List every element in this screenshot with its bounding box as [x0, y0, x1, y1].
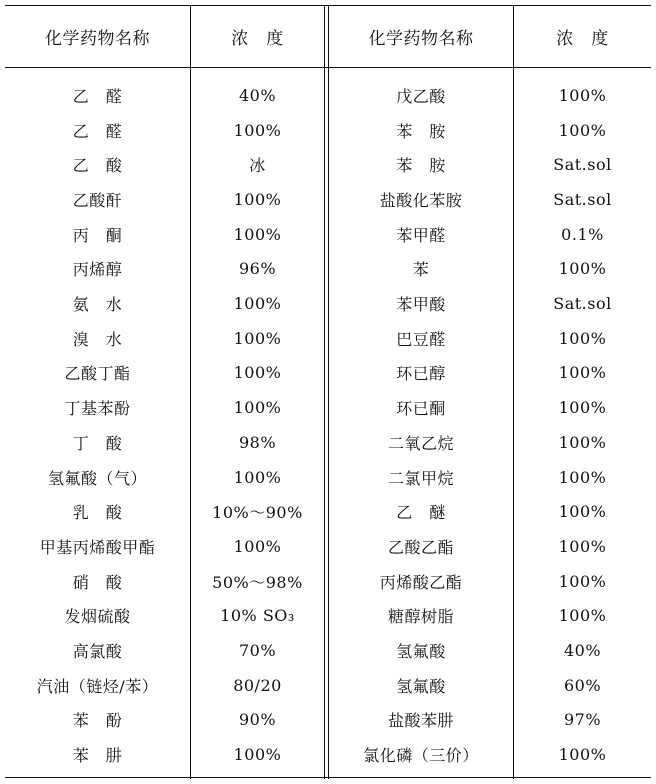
- left-concentration-cell: 100%: [233, 536, 282, 556]
- right-chemical-name-cell: 苯 胺: [396, 121, 446, 141]
- right-concentration-cell: 0.1%: [561, 224, 604, 244]
- right-chemical-name-cell: 苯甲酸: [396, 295, 446, 315]
- left-concentration-cell: 100%: [233, 189, 282, 209]
- left-chemical-name-cell: 乙 酸: [72, 156, 123, 176]
- left-concentration-cell: 90%: [238, 710, 277, 730]
- left-concentration-cell: 40%: [238, 85, 277, 105]
- left-concentration-cell: 100%: [233, 363, 282, 383]
- right-concentration-cell: 100%: [558, 120, 607, 140]
- right-chemical-name-cell: 苯 胺: [396, 156, 446, 176]
- left-chemical-name-cell: 丙 酮: [72, 225, 123, 245]
- right-concentration-cell: 100%: [558, 259, 607, 279]
- header-chemical-name-left: 化学药物名称: [45, 28, 150, 49]
- right-concentration-cell: 100%: [558, 571, 607, 591]
- left-chemical-name-cell: 丙烯醇: [72, 260, 123, 280]
- right-concentration-cell: 100%: [558, 398, 607, 418]
- left-concentration-cell: 70%: [238, 641, 277, 661]
- right-chemical-name-cell: 氯化磷（三价）: [363, 746, 479, 766]
- left-chemical-name-cell: 乙酸酐: [72, 190, 123, 210]
- right-concentration-cell: Sat.sol: [553, 189, 612, 209]
- left-chemical-name-cell: 高氯酸: [72, 642, 123, 662]
- left-concentration-cell: 98%: [238, 432, 277, 452]
- left-concentration-cell: 冰: [249, 156, 266, 176]
- right-chemical-name-cell: 乙酸乙酯: [387, 537, 454, 557]
- left-chemical-name-cell: 乳 酸: [72, 503, 123, 523]
- left-chemical-name-cell: 乙 醛: [72, 86, 123, 106]
- left-chemical-name-cell: 甲基丙烯酸甲酯: [39, 537, 156, 557]
- left-concentration-cell: 80/20: [233, 675, 282, 695]
- left-concentration-cell: 100%: [233, 328, 282, 348]
- right-chemical-name-cell: 二氧乙烷: [387, 433, 454, 453]
- right-chemical-name-cell: 氢氟酸: [396, 642, 446, 662]
- right-chemical-name-cell: 苯甲醛: [396, 225, 446, 245]
- left-chemical-name-cell: 丁 酸: [72, 433, 123, 453]
- left-chemical-name-cell: 苯 肼: [72, 746, 123, 766]
- right-chemical-name-cell: 氢氟酸: [396, 676, 446, 696]
- right-chemical-name-cell: 乙 醚: [396, 503, 446, 523]
- left-concentration-cell: 96%: [238, 259, 277, 279]
- right-concentration-cell: 100%: [558, 502, 607, 522]
- right-concentration-cell: 100%: [558, 432, 607, 452]
- right-chemical-name-cell: 环已酮: [396, 399, 446, 419]
- right-concentration-cell: 100%: [558, 536, 607, 556]
- right-concentration-cell: 97%: [563, 710, 602, 730]
- right-chemical-name-cell: 环已醇: [396, 364, 446, 384]
- left-chemical-name-cell: 苯 酚: [72, 711, 123, 731]
- left-chemical-name-cell: 丁基苯酚: [64, 399, 131, 419]
- right-chemical-name-cell: 二氯甲烷: [387, 468, 454, 488]
- right-chemical-name-cell: 戊乙酸: [396, 86, 446, 106]
- left-chemical-name-cell: 乙 醛: [72, 121, 123, 141]
- right-concentration-cell: 100%: [558, 745, 607, 765]
- left-chemical-name-cell: 氨 水: [72, 295, 123, 315]
- right-concentration-cell: 100%: [558, 467, 607, 487]
- chemical-resistance-table: [5, 5, 651, 779]
- right-chemical-name-cell: 巴豆醛: [396, 329, 446, 349]
- left-chemical-name-cell: 发烟硫酸: [64, 607, 131, 627]
- left-chemical-name-cell: 溴 水: [72, 329, 123, 349]
- right-concentration-cell: 60%: [563, 675, 602, 695]
- right-concentration-cell: 100%: [558, 363, 607, 383]
- header-concentration-left: 浓 度: [231, 28, 284, 49]
- left-concentration-cell: 100%: [233, 294, 282, 314]
- center-double-divider-left: [324, 5, 325, 779]
- right-chemical-name-cell: 盐酸苯肼: [387, 711, 454, 731]
- left-chemical-name-cell: 氢氟酸（气）: [47, 468, 147, 488]
- left-concentration-cell: 100%: [233, 398, 282, 418]
- left-concentration-cell: 10% SO₃: [220, 606, 295, 626]
- right-concentration-cell: 100%: [558, 328, 607, 348]
- right-concentration-cell: 40%: [563, 641, 602, 661]
- left-chemical-name-cell: 汽油（链烃/苯）: [36, 676, 159, 696]
- left-concentration-cell: 100%: [233, 745, 282, 765]
- header-concentration-right: 浓 度: [556, 28, 609, 49]
- header-chemical-name-right: 化学药物名称: [368, 28, 474, 49]
- right-chemical-name-cell: 丙烯酸乙酯: [379, 572, 463, 592]
- left-concentration-cell: 100%: [233, 224, 282, 244]
- right-concentration-cell: 100%: [558, 606, 607, 626]
- left-concentration-cell: 50%～98%: [212, 572, 303, 592]
- right-concentration-cell: 100%: [558, 85, 607, 105]
- left-concentration-cell: 100%: [233, 120, 282, 140]
- left-concentration-cell: 100%: [233, 467, 282, 487]
- left-chemical-name-cell: 乙酸丁酯: [64, 364, 131, 384]
- right-concentration-cell: Sat.sol: [553, 155, 612, 175]
- right-concentration-cell: Sat.sol: [553, 294, 612, 314]
- right-chemical-name-cell: 盐酸化苯胺: [379, 190, 463, 210]
- right-chemical-name-cell: 苯: [412, 260, 430, 280]
- left-concentration-cell: 10%～90%: [212, 503, 303, 523]
- right-chemical-name-cell: 糖醇树脂: [387, 607, 454, 627]
- left-chemical-name-cell: 硝 酸: [72, 572, 123, 592]
